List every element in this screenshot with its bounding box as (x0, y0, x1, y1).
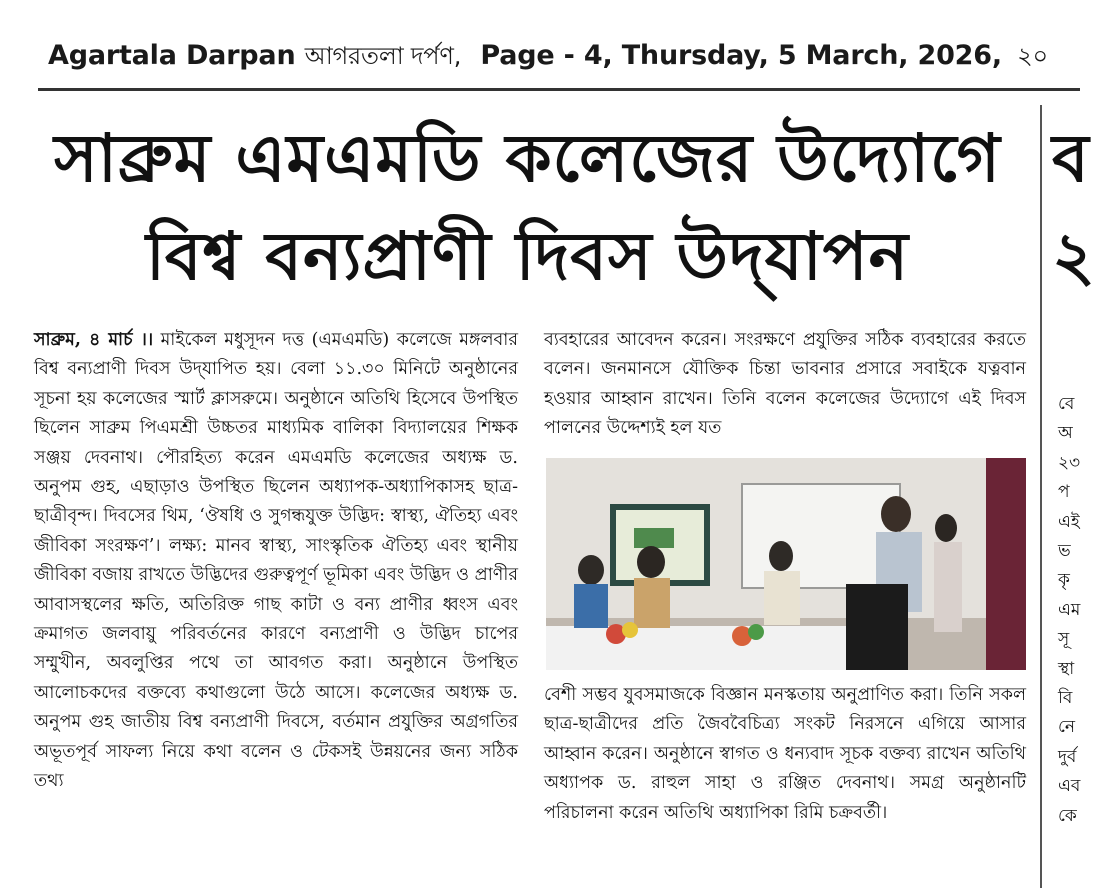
column-1-text: মাইকেল মধুসূদন দত্ত (এমএমডি) কলেজে মঙ্গলবার বিশ্ব বন্যপ্রাণী দিবস উদ্‌যাপিত হয়। বেলা ১১.৩০ মিনিটে অনুষ্ঠানের সূচনা হয় কলেজের স্মার্ট ক্লাসরুমে। অনুষ্ঠানে অতিথি হিসেবে উপস্থিত ছিলেন সাব্রুম পিএমশ্রী উচ্চতর মাধ্যমিক বালিকা বিদ্যালয়ের শিক্ষক সঞ্জয় দেবনাথ। পৌরহিত্য করেন এমএমডি কলেজের অধ্যক্ষ ড. অনুপম গুহ, এছাড়াও উপস্থিত ছিলেন অধ্যাপক-অধ্যাপিকাসহ ছাত্র-ছাত্রীবৃন্দ। দিবসের থিম, ‘ঔষধি ও সুগন্ধযুক্ত উদ্ভিদ: স্বাস্থ্য, ঐতিহ্য এবং জীবিকা সংরক্ষণ’। লক্ষ্য: মানব স্বাস্থ্য, সাংস্কৃতিক ঐতিহ্য এবং স্থানীয় জীবিকা বজায় রাখতে উদ্ভিদের গুরুত্বপূর্ণ ভূমিকা এবং উদ্ভিদ ও প্রাণীর আবাসস্থলের ক্ষতি, অতিরিক্ত গাছ কাটা ও বন্য প্রাণীর ধ্বংস এবং ক্রমাগত জলবায়ু পরিবর্তনের কারণে বন্যপ্রাণী ও উদ্ভিদ চাপের সম্মুখীন, অবলুপ্তির পথে তা আবগত করা। অনুষ্ঠানে উপস্থিত আলোচকদের বক্তব্যে কথাগুলো উঠে আসে। কলেজের অধ্যক্ষ ড. অনুপম গুহ জাতীয় বিশ্ব বন্যপ্রাণী দিবসে, বর্তমান প্রযুক্তির অগ্রগতির অভূতপূর্ব সাফল্য নিয়ে কথা বলেন ও টেকসই উন্নয়নের জন্য সঠিক তথ্য (34, 330, 518, 792)
adjacent-line: এব (1058, 776, 1081, 797)
adjacent-line: নে (1058, 717, 1076, 738)
masthead-line (48, 38, 1048, 78)
article-column-2-bottom (544, 681, 1026, 828)
headline-line-2: বিশ্ব বন্যপ্রাণী দিবস উদ্‌যাপন (145, 218, 909, 295)
adjacent-line: এই (1058, 511, 1080, 532)
column-divider (1040, 105, 1042, 888)
adjacent-line: কে (1058, 805, 1077, 826)
adjacent-headline-line-2: ২ (1052, 218, 1095, 295)
adjacent-line: অ (1058, 423, 1073, 444)
adjacent-line: প (1058, 482, 1070, 503)
article-headline (20, 110, 1035, 306)
column-2-bottom-text: বেশী সম্ভব যুবসমাজকে বিজ্ঞান মনস্কতায় অনুপ্রাণিত করা। তিনি সকল ছাত্র-ছাত্রীদের প্রতি জৈববৈচিত্র্য সংকট নিরসনে এগিয়ে আসার আহ্বান করেন। অনুষ্ঠানে স্বাগত ও ধন্যবাদ সূচক বক্তব্য রাখেন অতিথি অধ্যাপক ড. রাহুল সাহা ও রঞ্জিত দেবনাথ। সমগ্র অনুষ্ঠানটি পরিচালনা করেন অতিথি অধ্যাপিকা রিমি চক্রবর্তী। (544, 685, 1026, 823)
adjacent-line: দুর্ব (1058, 746, 1077, 767)
adjacent-line: এম (1058, 599, 1081, 620)
masthead-rule (38, 88, 1080, 91)
dateline: সাব্রুম, ৪ মার্চ ।। (34, 330, 154, 350)
adjacent-line: সূ (1058, 629, 1070, 650)
bengali-date-fragment: ২০ (1017, 42, 1048, 70)
adjacent-line: স্থা (1058, 658, 1075, 679)
adjacent-headline-line-1: ব (1052, 120, 1089, 197)
adjacent-article-fragment (1058, 390, 1080, 831)
adjacent-line: বে (1058, 394, 1075, 414)
adjacent-line: কৃ (1058, 570, 1070, 591)
event-photo (546, 458, 1026, 670)
paper-name-bengali: আগরতলা দর্পণ, (304, 42, 462, 70)
article-column-2-top (544, 326, 1026, 444)
masthead (0, 0, 1080, 78)
event-photo-illustration (546, 458, 1026, 670)
adjacent-line: ভ (1058, 541, 1071, 562)
adjacent-line: ২৩ (1058, 452, 1081, 473)
adjacent-line: বি (1058, 688, 1073, 709)
paper-name: Agartala Darpan (48, 40, 296, 71)
adjacent-headline-fragment (1052, 110, 1095, 306)
column-2-top-text: ব্যবহারের আবেদন করেন। সংরক্ষণে প্রযুক্তির সঠিক ব্যবহারের করতে বলেন। জনমানসে যৌক্তিক চিন্তা ভাবনার প্রসারে সবাইকে যত্নবান হওয়ার আহ্বান রাখেন। তিনি বলেন কলেজের উদ্যোগে এই দিবস পালনের উদ্দেশ্যই হল যত (544, 330, 1026, 439)
page-info: Page - 4, Thursday, 5 March, 2026, (480, 40, 1002, 71)
article-column-1 (34, 326, 518, 797)
headline-line-1: সাব্রুম এমএমডি কলেজের উদ্যোগে (54, 120, 1001, 197)
